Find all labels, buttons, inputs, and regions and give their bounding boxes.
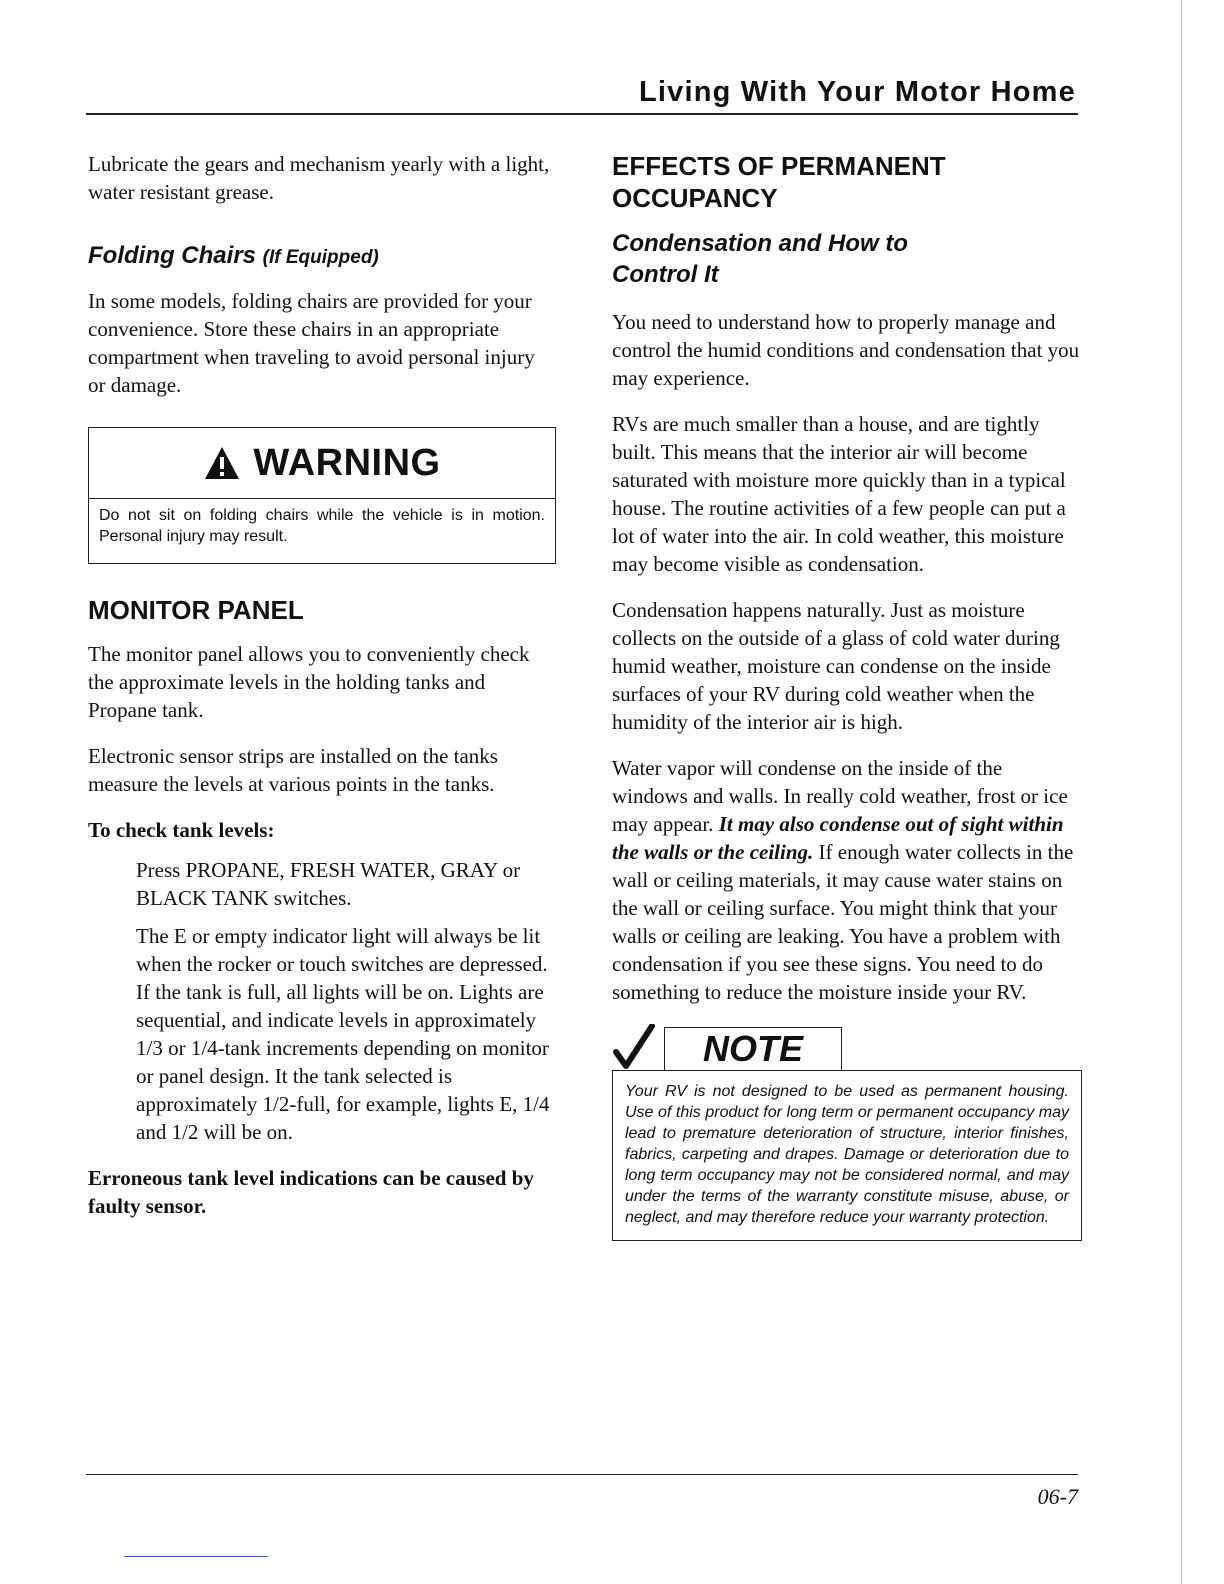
note-title-box xyxy=(664,1027,842,1070)
folding-chairs-qualifier: (If Equipped) xyxy=(262,247,379,268)
condensation-heading: Condensation and How to Control It xyxy=(612,230,908,288)
warning-title-bar xyxy=(89,428,555,499)
left-column xyxy=(88,150,556,1220)
monitor-panel-heading: MONITOR PANEL xyxy=(88,595,304,625)
page-header-title: Living With Your Motor Home xyxy=(638,76,1076,108)
effects-heading: EFFECTS OF PERMANENT OCCUPANCY xyxy=(612,151,946,213)
p4-emphasis: It may also condense out of sight within the walls or the ceiling. xyxy=(612,812,1064,864)
note-title: NOTE xyxy=(702,1028,803,1069)
note-text: Your RV is not designed to be used as permanent housing. Use of this product for long term or permanent occupancy may lead to premature deterioration of structure, interior finishes, fabrics, carpeting and drapes. Damage or deterioration due to long term occupancy may not be considered normal, and may under the terms of the warranty constitute misuse, abuse, or neglect, and may therefore reduce your warranty protection. xyxy=(625,1083,1069,1226)
note-callout xyxy=(612,1024,1082,1241)
warning-text: Do not sit on folding chairs while the vehicle is in motion. Personal injury may result. xyxy=(99,507,545,545)
p4-lead: Water vapor will condense on the inside of the windows and walls. In really cold weather, frost or ice may appear. xyxy=(612,756,1068,836)
warning-box xyxy=(88,427,556,564)
condensation-paragraph-4 xyxy=(612,754,1082,1006)
check-step-1: Press PROPANE, FRESH WATER, GRAY or BLACK TANK switches. xyxy=(136,858,521,910)
condensation-paragraph-1: You need to understand how to properly manage and control the humid conditions and condensation that you may experience. xyxy=(612,310,1080,390)
lubricate-paragraph: Lubricate the gears and mechanism yearly with a light, water resistant grease. xyxy=(88,152,550,204)
checkmark-icon xyxy=(612,1024,656,1070)
warning-title: WARNING xyxy=(253,441,441,484)
p4-rest: If enough water collects in the wall or ceiling materials, it may cause water stains on the wall or ceiling surface. You might think that your walls or ceiling are leaking. You have a problem with condensation if you see these signs. You need to do something to reduce the moisture inside your RV. xyxy=(612,840,1074,1004)
monitor-paragraph-2: Electronic sensor strips are installed on the tanks measure the levels at various points in the tanks. xyxy=(88,744,498,796)
warning-triangle-icon xyxy=(203,445,241,481)
check-step-2: The E or empty indicator light will always be lit when the rocker or touch switches are depressed. If the tank is full, all lights will be on. Lights are sequential, and indicate levels in approximately 1/3 or 1/4-tank increments depending on monitor or panel design. It the tank selected is approximately 1/2-full, for example, lights E, 1/4 and 1/2 will be on. xyxy=(136,924,550,1144)
erroneous-note: Erroneous tank level indications can be caused by faulty sensor. xyxy=(88,1166,534,1218)
monitor-paragraph-1: The monitor panel allows you to conveniently check the approximate levels in the holding tanks and Propane tank. xyxy=(88,642,530,722)
folding-chairs-paragraph: In some models, folding chairs are provided for your convenience. Store these chairs in an appropriate compartment when traveling to avoid personal injury or damage. xyxy=(88,289,535,397)
condensation-paragraph-2: RVs are much smaller than a house, and are tightly built. This means that the interior air will become saturated with moisture more quickly than in a typical house. The routine activities of a few people can put a lot of water into the air. In cold weather, this moisture may become visible as condensation. xyxy=(612,412,1066,576)
condensation-paragraph-3: Condensation happens naturally. Just as moisture collects on the outside of a glass of cold water during humid weather, moisture can condense on the inside surfaces of your RV during cold weather when the humidity of the interior air is high. xyxy=(612,598,1060,734)
folding-chairs-title: Folding Chairs xyxy=(88,242,256,269)
right-column xyxy=(612,150,1082,1241)
check-tank-levels-heading: To check tank levels: xyxy=(88,818,275,842)
footer-rule xyxy=(86,1474,1078,1475)
footer-blue-rule xyxy=(124,1556,268,1557)
header-rule xyxy=(86,113,1078,115)
note-header xyxy=(612,1024,1082,1070)
page-number: 06-7 xyxy=(1037,1484,1078,1509)
note-box xyxy=(612,1070,1082,1241)
scan-margin-line xyxy=(1181,0,1182,1584)
folding-chairs-heading xyxy=(88,240,556,273)
